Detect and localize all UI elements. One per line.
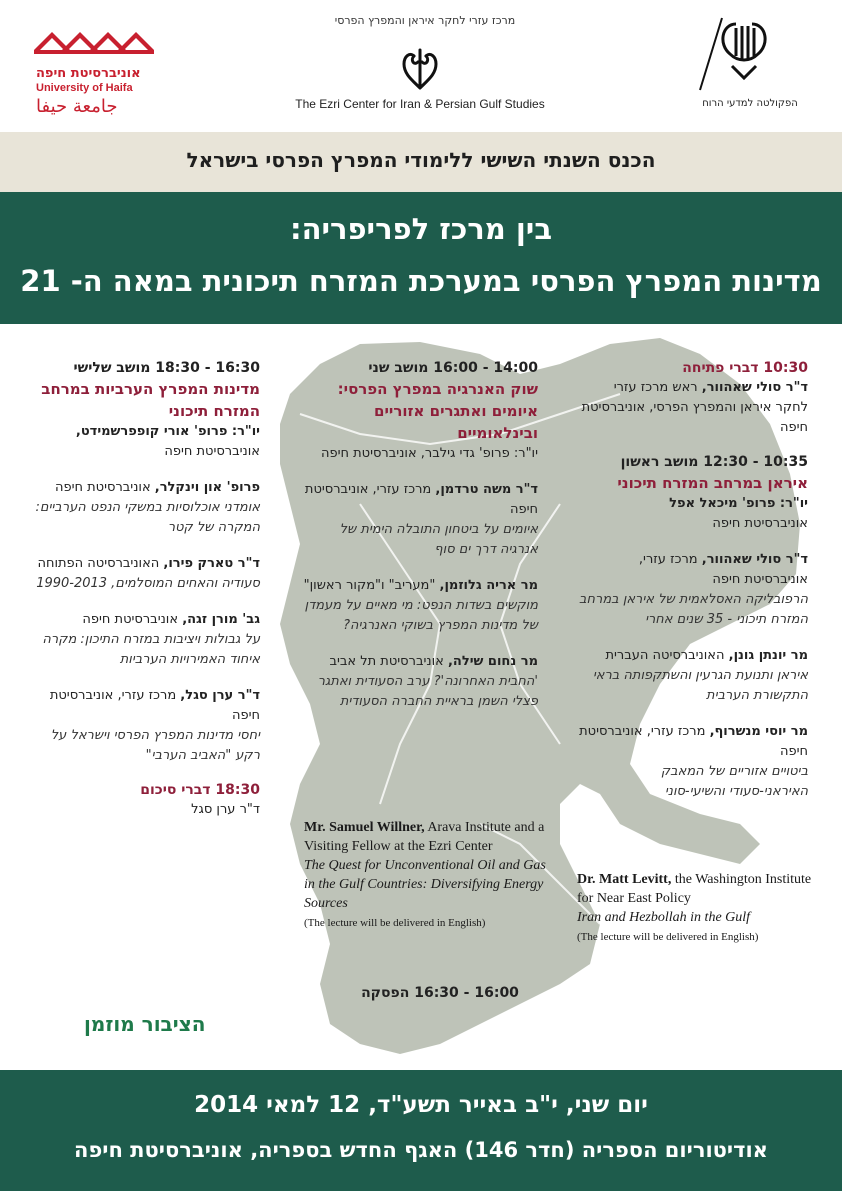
lecture-title: The Quest for Unconventional Oil and Gas in the Gulf Countries: Diversifying Energy Sources [304, 858, 546, 911]
event-venue: אודיטוריום הספריה (חדר 146) האגף החדש בספריה, אוניברסיטת חיפה [74, 1138, 768, 1162]
lecture-title: סעודיה והאחים המוסלמים, 1990-2013 [36, 576, 260, 591]
session-2-label: מושב שני [368, 360, 429, 376]
coffee-break [340, 985, 540, 1001]
program-column-morning [578, 358, 808, 802]
speaker-affiliation: מרכז עזרי, אוניברסיטת חיפה [304, 482, 538, 517]
speaker-affiliation: אוניברסיטת חיפה [54, 480, 151, 495]
speaker-item [28, 554, 260, 594]
session-1-chair [578, 494, 808, 534]
speaker-item [28, 686, 260, 766]
session-3-label: מושב שלישי [73, 360, 151, 376]
university-name-arabic: جامعة حيفا [36, 96, 118, 117]
program-column-session-3 [28, 358, 260, 820]
university-name-english: University of Haifa [36, 82, 133, 94]
session-3-title: מדינות המפרץ הערביות במרחב המזרח תיכוני [41, 380, 260, 420]
opening-speaker [578, 378, 808, 438]
speaker-name: מר אריה גלוזמן, [439, 578, 538, 593]
lecture-title: איומים על ביטחון התובלה הימית של אנרגיה דרך ים סוף [339, 522, 538, 557]
speaker-affiliation: Arava Institute and a Visiting Fellow at the Ezri Center [304, 820, 545, 854]
speaker-name: ד"ר טארק פירו, [163, 556, 260, 571]
closing-label: דברי סיכום [140, 782, 211, 798]
speaker-affiliation: מרכז עזרי, אוניברסיטת חיפה [638, 552, 808, 587]
session-3-chair [28, 422, 260, 462]
title-line-2: מדינות המפרץ הפרסי במערכת המזרח תיכונית במאה ה- 21 [20, 264, 822, 298]
lecture-title: ביטויים אזוריים של המאבק האיראני-סעודי והשיעי-סוני [660, 764, 808, 799]
speaker-affiliation: "מעריב" ו"מקור ראשון" [303, 578, 436, 593]
opening-time: 10:30 [763, 360, 808, 376]
footer [0, 1070, 842, 1191]
lecture-title: יחסי מדינות המפרץ הפרסי וישראל על רקע "האביב הערבי" [50, 728, 260, 763]
session-3-chair-name: יו"ר: פרופ' אורי קופפרשמידט, [75, 424, 260, 439]
speaker-name: ד"ר ערן סגל, [180, 688, 260, 703]
speaker-name: פרופ' און וינקלר, [154, 480, 260, 495]
lecture-title: הרפובליקה האסלאמית של איראן במרחב המזרח תיכוני - 35 שנים אחרי [579, 592, 808, 627]
speaker-item [578, 550, 808, 630]
speaker-item [28, 478, 260, 538]
opening-header [578, 358, 808, 378]
ezri-center-name-english: The Ezri Center for Iran & Persian Gulf Studies [295, 97, 545, 111]
session-1-chair-name: יו"ר: פרופ' מיכאל אפל [669, 496, 808, 511]
conference-band [0, 132, 842, 192]
speaker-item [300, 576, 538, 636]
speaker-affiliation: מרכז עזרי, אוניברסיטת חיפה [49, 688, 260, 723]
ezri-center-emblem-icon [392, 44, 448, 90]
session-2-title: שוק האנרגיה במפרץ הפרסי: איומים ואתגרים אזוריים ובינלאומיים [337, 380, 538, 442]
break-label: הפסקה [361, 985, 410, 1001]
closing-speaker: ד"ר ערן סגל [191, 802, 260, 817]
speaker-item [578, 646, 808, 706]
session-3-chair-affiliation: אוניברסיטת חיפה [164, 444, 260, 459]
lecture-title: איראן ותנועת הגרעין והשתקפותה בראי התקשורת הערבית [592, 668, 808, 703]
speaker-affiliation: אוניברסיטת חיפה [82, 612, 179, 627]
session-1-chair-affiliation: אוניברסיטת חיפה [712, 516, 808, 531]
speaker-name: מר נחום שילה, [447, 654, 538, 669]
opening-speaker-name: ד"ר סולי שאהוור, [701, 380, 808, 395]
session-1-label: מושב ראשון [620, 454, 699, 470]
session-1-title: איראן במרחב המזרח תיכוני [617, 474, 808, 492]
english-speaker-levitt [577, 870, 817, 947]
speaker-affiliation: האוניברסיטה הפתוחה [37, 556, 160, 571]
speaker-item [578, 722, 808, 802]
ezri-center-name-hebrew: מרכז עזרי לחקר איראן והמפרץ הפרסי [334, 14, 516, 27]
opening-label: דברי פתיחה [682, 360, 759, 376]
lecture-title: 'החבית האחרונה'? ערב הסעודית ואתגר פצלי השמן בראיית החברה הסעודית [317, 674, 538, 709]
session-2-header [300, 358, 538, 378]
closing-header [28, 780, 260, 800]
speaker-name: ד"ר משה טרדמן, [435, 482, 538, 497]
speaker-name: מר יוסי מנשרוף, [709, 724, 808, 739]
session-1-header [578, 452, 808, 472]
opening-speaker-affiliation: ראש מרכז עזרי לחקר איראן והמפרץ הפרסי, אוניברסיטת חיפה [581, 380, 808, 435]
speaker-item [28, 610, 260, 670]
speaker-name: Mr. Samuel Willner, [304, 820, 425, 835]
faculty-of-humanities-logo [692, 14, 802, 94]
public-invited: הציבור מוזמן [84, 1012, 206, 1036]
speaker-affiliation: אוניברסיטת תל אביב [329, 654, 444, 669]
speaker-affiliation: the Washington Institute for Near East Policy [577, 872, 812, 906]
speaker-affiliation: מרכז עזרי, אוניברסיטת חיפה [579, 724, 808, 759]
speaker-name: מר יונתן גונן, [728, 648, 808, 663]
university-name-hebrew: אוניברסיטת חיפה [36, 66, 141, 81]
lecture-title: אומדני אוכלוסיות במשקי הנפט הערביים: המקרה של קטר [35, 500, 260, 535]
session-3-header [28, 358, 260, 378]
session-2-time: 14:00 - 16:00 [433, 360, 538, 376]
speaker-affiliation: האוניברסיטה העברית [605, 648, 725, 663]
title-bar [0, 192, 842, 324]
speaker-name: ד"ר סולי שאהוור, [701, 552, 808, 567]
printer-credit [818, 950, 828, 1050]
speaker-name: Dr. Matt Levitt, [577, 872, 672, 887]
conference-title: הכנס השנתי השישי ללימודי המפרץ הפרסי בישראל [186, 148, 656, 172]
faculty-name-hebrew: הפקולטה למדעי הרוח [702, 98, 798, 109]
break-time: 16:00 - 16:30 [414, 985, 519, 1001]
program-column-session-2 [300, 358, 538, 712]
lecture-title: Iran and Hezbollah in the Gulf [577, 910, 751, 925]
closing-time: 18:30 [215, 782, 260, 798]
english-lecture-note: (The lecture will be delivered in English) [577, 931, 759, 943]
speaker-item [300, 652, 538, 712]
event-date: יום שני, י"ב באייר תשע"ד, 12 למאי 2014 [194, 1092, 648, 1118]
session-3-time: 16:30 - 18:30 [155, 360, 260, 376]
title-line-1: בין מרכז לפריפריה: [289, 212, 553, 246]
speaker-item [300, 480, 538, 560]
lecture-title: על גבולות ויציבות במזרח התיכון: מקרה איחוד האמירויות הערביות [42, 632, 260, 667]
session-1-time: 10:35 - 12:30 [703, 454, 808, 470]
speaker-name: גב' מורן זגה, [182, 612, 260, 627]
english-lecture-note: (The lecture will be delivered in English) [304, 917, 486, 929]
english-speaker-willner [304, 818, 554, 933]
header [0, 0, 842, 132]
session-2-chair: יו"ר: פרופ' גדי גילבר, אוניברסיטת חיפה [320, 446, 538, 461]
lecture-title: מוקשים בשדות הנפט: מי מאיים על מעמדן של מדינות המפרץ בשוקי האנרגיה? [304, 598, 538, 633]
